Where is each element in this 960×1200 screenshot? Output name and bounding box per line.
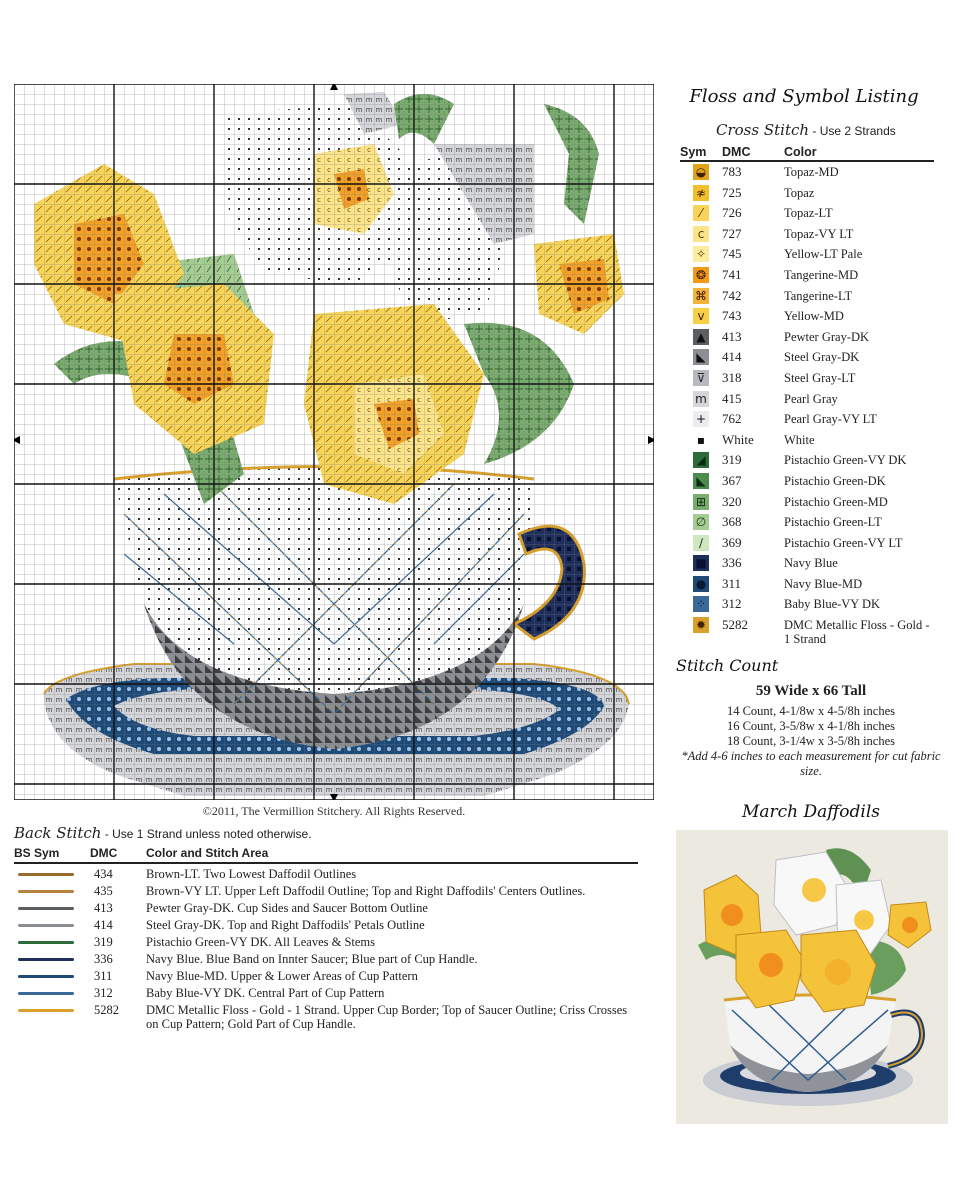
floss-symbol-cell	[680, 553, 722, 573]
backstitch-dmc-number: 434	[94, 867, 113, 881]
backstitch-dmc-number: 414	[94, 918, 113, 932]
floss-symbol-cell	[680, 389, 722, 409]
floss-table	[680, 145, 934, 646]
floss-symbol-icon: ▪	[693, 432, 709, 448]
backstitch-description: Pistachio Green-VY DK. All Leaves & Stems	[146, 935, 376, 949]
floss-color-name: Yellow-LT Pale	[784, 247, 863, 262]
backstitch-line-swatch	[14, 986, 78, 1000]
floss-color-name: Pistachio Green-VY LT	[784, 535, 903, 550]
floss-symbol-icon: ◣	[693, 349, 709, 365]
floss-color-name: Pewter Gray-DK	[784, 329, 870, 344]
floss-color-name: Navy Blue-MD	[784, 576, 863, 591]
floss-dmc-number: 783	[722, 164, 742, 179]
backstitch-row	[14, 935, 638, 949]
floss-symbol-cell	[680, 409, 722, 429]
backstitch-description: Brown-VY LT. Upper Left Daffodil Outline; Top and Right Daffodils' Centers Outlines.	[146, 884, 586, 898]
floss-symbol-icon: ◒	[693, 164, 709, 180]
floss-row	[680, 615, 934, 646]
floss-symbol-icon: ●	[693, 576, 709, 592]
floss-row	[680, 244, 934, 265]
floss-color-name: Steel Gray-DK	[784, 350, 860, 365]
floss-symbol-icon: ▲	[693, 329, 709, 345]
backstitch-description: Navy Blue. Blue Band on Innter Saucer; Blue part of Cup Handle.	[146, 952, 478, 966]
backstitch-heading: Back Stitch	[14, 824, 102, 842]
backstitch-row	[14, 918, 638, 932]
backstitch-line-swatch	[14, 901, 78, 915]
floss-symbol-cell	[680, 594, 722, 614]
floss-symbol-icon: m	[693, 391, 709, 407]
floss-row	[680, 162, 934, 183]
floss-dmc-number: 762	[722, 411, 742, 427]
floss-row	[680, 347, 934, 368]
floss-color-name: Topaz-VY LT	[784, 226, 854, 241]
backstitch-dmc-number: 5282	[94, 1003, 119, 1017]
backstitch-row	[14, 1003, 638, 1031]
floss-color-name: Pistachio Green-VY DK	[784, 453, 907, 468]
backstitch-description: Brown-LT. Two Lowest Daffodil Outlines	[146, 867, 357, 881]
floss-dmc-number: 743	[722, 308, 742, 324]
floss-row	[680, 430, 934, 451]
floss-color-name: Tangerine-LT	[784, 288, 853, 303]
floss-symbol-icon: ≉	[693, 185, 709, 201]
floss-dmc-number: 319	[722, 452, 742, 468]
floss-rows	[680, 162, 934, 646]
backstitch-line-swatch	[14, 867, 78, 881]
stitch-count-title: Stitch Count	[676, 656, 779, 675]
backstitch-line-swatch	[14, 952, 78, 966]
floss-dmc-number: 727	[722, 225, 742, 241]
floss-color-name: Pearl Gray	[784, 391, 838, 406]
backstitch-rows	[14, 867, 638, 1031]
size-16-count: 16 Count, 3-5/8w x 4-1/8h inches	[726, 719, 896, 733]
stitched-preview-image	[676, 830, 948, 1124]
floss-row	[680, 553, 934, 574]
floss-color-name: Navy Blue	[784, 556, 838, 571]
floss-sym-header: Sym	[680, 145, 707, 159]
floss-row	[680, 265, 934, 286]
floss-row	[680, 306, 934, 327]
backstitch-description: DMC Metallic Floss - Gold - 1 Strand. Upper Cup Border; Top of Saucer Outline; Criss Crosses on Cup Pattern; Gold Part of Cup Handle.	[146, 1003, 628, 1031]
backstitch-header-row	[14, 846, 638, 864]
size-18-count: 18 Count, 3-1/4w x 3-5/8h inches	[726, 734, 896, 748]
bs-sym-header: BS Sym	[14, 846, 60, 860]
floss-symbol-cell	[680, 183, 722, 203]
backstitch-line-swatch	[14, 884, 78, 898]
floss-dmc-number: 745	[722, 246, 742, 262]
floss-symbol-icon: ⁄	[693, 205, 709, 221]
floss-symbol-cell	[680, 306, 722, 326]
floss-color-name: Baby Blue-VY DK	[784, 597, 881, 612]
backstitch-dmc-number: 336	[94, 952, 113, 966]
floss-color-name: Pistachio Green-LT	[784, 515, 882, 530]
floss-symbol-cell	[680, 492, 722, 512]
floss-symbol-cell	[680, 574, 722, 594]
floss-color-name: White	[784, 432, 815, 447]
floss-symbol-cell	[680, 224, 722, 244]
floss-symbol-icon: ∅	[693, 514, 709, 530]
floss-dmc-number: 367	[722, 472, 742, 488]
floss-row	[680, 327, 934, 348]
floss-row	[680, 594, 934, 615]
size-14-count: 14 Count, 4-1/8w x 4-5/8h inches	[726, 704, 896, 718]
floss-symbol-cell	[680, 327, 722, 347]
floss-color-name: Topaz-MD	[784, 165, 839, 179]
floss-color-name: Pearl Gray-VY LT	[784, 412, 877, 427]
floss-symbol-cell	[680, 244, 722, 264]
floss-color-name: Yellow-MD	[784, 309, 844, 324]
floss-dmc-number: 368	[722, 514, 742, 530]
floss-color-name: Tangerine-MD	[784, 267, 859, 282]
floss-color-name: Pistachio Green-DK	[784, 473, 886, 488]
floss-symbol-icon: ❂	[693, 267, 709, 283]
floss-dmc-number: White	[722, 431, 754, 447]
floss-row	[680, 512, 934, 533]
floss-symbol-icon: c	[693, 226, 709, 242]
floss-symbol-cell	[680, 471, 722, 491]
floss-symbol-cell	[680, 286, 722, 306]
chart-grid	[14, 84, 654, 800]
preview-illustration	[676, 830, 948, 1124]
backstitch-row	[14, 867, 638, 881]
floss-dmc-number: 369	[722, 534, 742, 550]
floss-row	[680, 409, 934, 430]
floss-symbol-icon: ⁘	[693, 596, 709, 612]
cross-stitch-note: - Use 2 Strands	[812, 124, 896, 138]
floss-dmc-number: 336	[722, 555, 742, 571]
floss-dmc-number: 318	[722, 369, 742, 385]
floss-row	[680, 492, 934, 513]
backstitch-note: - Use 1 Strand unless noted otherwise.	[104, 827, 312, 841]
floss-header-row	[680, 145, 934, 162]
floss-row	[680, 183, 934, 204]
backstitch-line-swatch	[14, 1003, 78, 1017]
floss-color-header: Color	[784, 145, 817, 159]
cross-stitch-title	[716, 121, 896, 139]
floss-symbol-cell	[680, 615, 722, 635]
floss-symbol-cell	[680, 265, 722, 285]
preview-title: March Daffodils	[741, 802, 881, 822]
backstitch-description: Navy Blue-MD. Upper & Lower Areas of Cup Pattern	[146, 969, 418, 983]
floss-symbol-icon: ✹	[693, 617, 709, 633]
bs-dmc-header: DMC	[90, 846, 118, 860]
floss-symbol-cell	[680, 347, 722, 367]
floss-symbol-icon: ∕	[693, 535, 709, 551]
floss-dmc-number: 725	[722, 184, 742, 200]
floss-dmc-number: 312	[722, 596, 742, 612]
floss-symbol-cell	[680, 533, 722, 553]
floss-dmc-number: 413	[722, 328, 742, 344]
backstitch-row	[14, 884, 638, 898]
floss-dmc-number: 414	[722, 349, 742, 365]
backstitch-line-swatch	[14, 918, 78, 932]
floss-row	[680, 574, 934, 595]
floss-dmc-number: 311	[722, 575, 742, 591]
floss-symbol-icon: ◢	[693, 452, 709, 468]
cross-stitch-heading: Cross Stitch	[716, 121, 810, 139]
floss-dmc-number: 741	[722, 266, 742, 282]
backstitch-dmc-number: 435	[94, 884, 113, 898]
backstitch-description: Baby Blue-VY DK. Central Part of Cup Pattern	[146, 986, 385, 1000]
floss-symbol-icon: ⊽	[693, 370, 709, 386]
backstitch-line-swatch	[14, 969, 78, 983]
stitch-count-dimensions: 59 Wide x 66 Tall	[755, 683, 867, 699]
floss-listing-title: Floss and Symbol Listing	[689, 86, 919, 107]
floss-dmc-number: 5282	[722, 617, 748, 633]
stitch-count-sizes	[676, 704, 946, 779]
backstitch-row	[14, 986, 638, 1000]
floss-symbol-cell	[680, 512, 722, 532]
floss-dmc-number: 320	[722, 493, 742, 509]
floss-dmc-number: 726	[722, 205, 742, 221]
backstitch-title	[14, 824, 312, 842]
backstitch-row	[14, 969, 638, 983]
backstitch-dmc-number: 413	[94, 901, 113, 915]
floss-row	[680, 389, 934, 410]
floss-color-name: Topaz-LT	[784, 206, 833, 221]
floss-color-name: Topaz	[784, 185, 815, 200]
floss-symbol-cell	[680, 203, 722, 223]
backstitch-dmc-number: 311	[94, 969, 113, 983]
floss-row	[680, 533, 934, 554]
backstitch-description: Pewter Gray-DK. Cup Sides and Saucer Bottom Outline	[146, 901, 428, 915]
floss-symbol-icon: ⊞	[693, 494, 709, 510]
floss-dmc-header: DMC	[722, 145, 751, 159]
floss-row	[680, 203, 934, 224]
backstitch-row	[14, 901, 638, 915]
floss-color-name: Pistachio Green-MD	[784, 494, 888, 509]
floss-symbol-icon: ◣	[693, 473, 709, 489]
backstitch-description: Steel Gray-DK. Top and Right Daffodils' Petals Outline	[146, 918, 425, 932]
floss-row	[680, 224, 934, 245]
bs-area-header: Color and Stitch Area	[146, 846, 269, 860]
floss-symbol-cell	[680, 368, 722, 388]
floss-symbol-icon: ⌘	[695, 288, 707, 303]
floss-symbol-cell	[680, 162, 722, 182]
cross-stitch-chart	[14, 84, 654, 800]
floss-symbol-cell	[680, 450, 722, 470]
floss-dmc-number: 415	[722, 390, 742, 406]
floss-row	[680, 450, 934, 471]
floss-row	[680, 368, 934, 389]
floss-color-name: DMC Metallic Floss - Gold - 1 Strand	[784, 618, 930, 647]
floss-symbol-icon: +	[693, 411, 709, 427]
floss-dmc-number: 742	[722, 287, 742, 303]
floss-symbol-icon: ■	[693, 555, 709, 571]
floss-symbol-cell	[680, 430, 722, 450]
backstitch-line-swatch	[14, 935, 78, 949]
backstitch-dmc-number: 319	[94, 935, 113, 949]
fabric-size-note: *Add 4-6 inches to each measurement for cut fabric size.	[681, 749, 941, 778]
backstitch-row	[14, 952, 638, 966]
floss-row	[680, 471, 934, 492]
backstitch-table	[14, 846, 638, 1031]
floss-row	[680, 286, 934, 307]
copyright-notice: ©2011, The Vermillion Stitchery. All Rights Reserved.	[202, 804, 466, 818]
floss-symbol-icon: v	[693, 308, 709, 324]
floss-color-name: Steel Gray-LT	[784, 370, 856, 385]
backstitch-dmc-number: 312	[94, 986, 113, 1000]
floss-symbol-icon: ✧	[693, 246, 709, 262]
